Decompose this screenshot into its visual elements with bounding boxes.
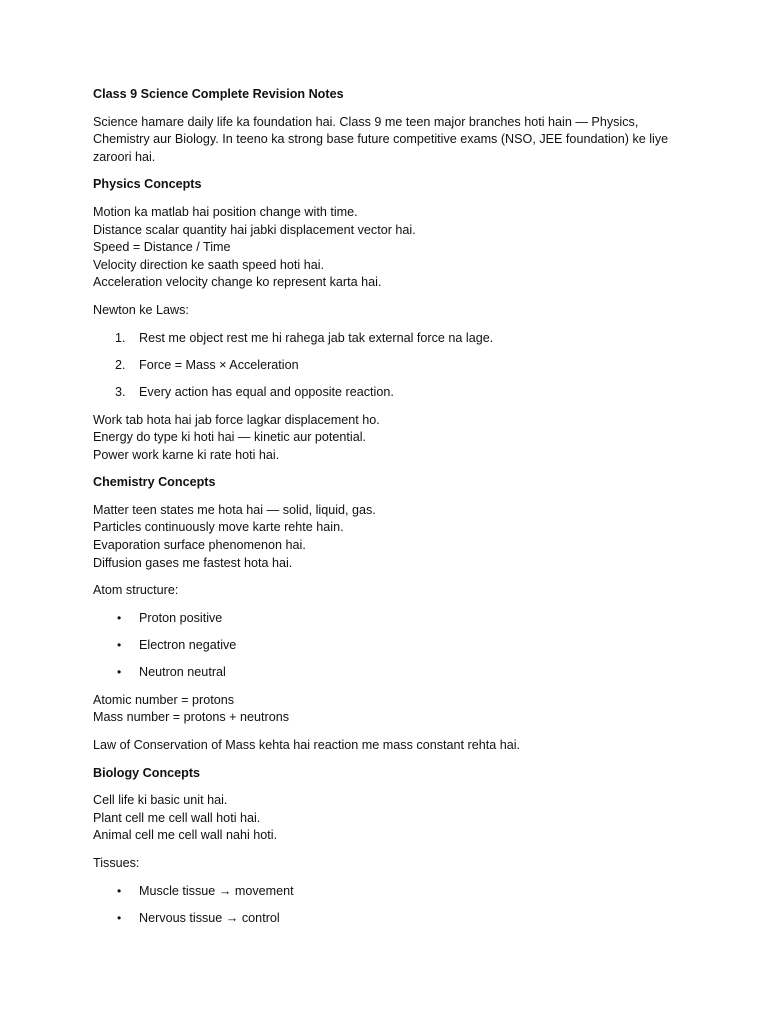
list-item (93, 664, 693, 682)
physics-lines (93, 204, 693, 292)
list-item (93, 384, 693, 402)
chemistry-line: Evaporation surface phenomenon hai. (93, 538, 306, 553)
document-title: Class 9 Science Complete Revision Notes (93, 87, 344, 101)
list-item (93, 910, 693, 928)
newton-laws-intro: Newton ke Laws: (93, 302, 189, 317)
atomic-number-lines (93, 692, 693, 727)
bullet-icon: • (117, 610, 122, 625)
list-number: 3. (115, 384, 126, 399)
newton-laws-list (93, 330, 693, 402)
list-item-text: Electron negative (139, 638, 237, 653)
list-number: 1. (115, 330, 126, 345)
list-item-text: Muscle tissue → movement (139, 883, 294, 898)
physics-heading: Physics Concepts (93, 177, 202, 192)
physics-line: Distance scalar quantity hai jabki displacement vector hai. (93, 222, 416, 237)
list-item-text: Every action has equal and opposite reaction. (139, 384, 394, 399)
list-item-text: Proton positive (139, 610, 223, 625)
physics-line: Acceleration velocity change ko represent karta hai. (93, 275, 382, 290)
work-energy-lines (93, 412, 693, 465)
atom-structure-list (93, 610, 693, 682)
atom-structure-intro: Atom structure: (93, 583, 179, 598)
work-line: Work tab hota hai jab force lagkar displacement ho. (93, 412, 380, 427)
bullet-icon: • (117, 883, 122, 898)
biology-lines (93, 792, 693, 845)
atomic-line: Mass number = protons + neutrons (93, 710, 290, 725)
biology-line: Cell life ki basic unit hai. (93, 793, 228, 808)
biology-heading: Biology Concepts (93, 765, 201, 780)
chemistry-line: Matter teen states me hota hai — solid, liquid, gas. (93, 502, 376, 517)
conservation-law-paragraph: Law of Conservation of Mass kehta hai reaction me mass constant rehta hai. (93, 738, 521, 752)
list-item-text: Force = Mass × Acceleration (139, 357, 299, 372)
chemistry-heading: Chemistry Concepts (93, 475, 216, 490)
bullet-icon: • (117, 638, 122, 653)
chemistry-lines (93, 502, 693, 572)
list-item (93, 883, 693, 901)
atomic-line: Atomic number = protons (93, 692, 235, 707)
list-number: 2. (115, 357, 126, 372)
tissues-intro: Tissues: (93, 855, 140, 870)
chemistry-line: Particles continuously move karte rehte hain. (93, 520, 344, 535)
list-item (93, 610, 693, 628)
bullet-icon: • (117, 910, 122, 925)
biology-line: Plant cell me cell wall hoti hai. (93, 810, 261, 825)
physics-line: Speed = Distance / Time (93, 240, 231, 255)
physics-line: Velocity direction ke saath speed hoti hai. (93, 257, 325, 272)
tissues-list (93, 883, 693, 928)
list-item (93, 357, 693, 375)
document-page (93, 86, 693, 937)
list-item-text: Nervous tissue → control (139, 910, 280, 925)
work-line: Power work karne ki rate hoti hai. (93, 447, 280, 462)
list-item-text: Neutron neutral (139, 665, 226, 680)
physics-line: Motion ka matlab hai position change with time. (93, 204, 358, 219)
bullet-icon: • (117, 665, 122, 680)
list-item (93, 330, 693, 348)
biology-line: Animal cell me cell wall nahi hoti. (93, 828, 278, 843)
list-item-text: Rest me object rest me hi rahega jab tak external force na lage. (139, 330, 494, 345)
work-line: Energy do type ki hoti hai — kinetic aur potential. (93, 430, 367, 445)
chemistry-line: Diffusion gases me fastest hota hai. (93, 555, 293, 570)
list-item (93, 637, 693, 655)
intro-paragraph: Science hamare daily life ka foundation hai. Class 9 me teen major branches hoti hain — Physics, Chemistry aur Biology. In teeno ka strong base future competitive exams (NSO, JEE foundation) ke liye zaroori hai. (93, 114, 669, 164)
